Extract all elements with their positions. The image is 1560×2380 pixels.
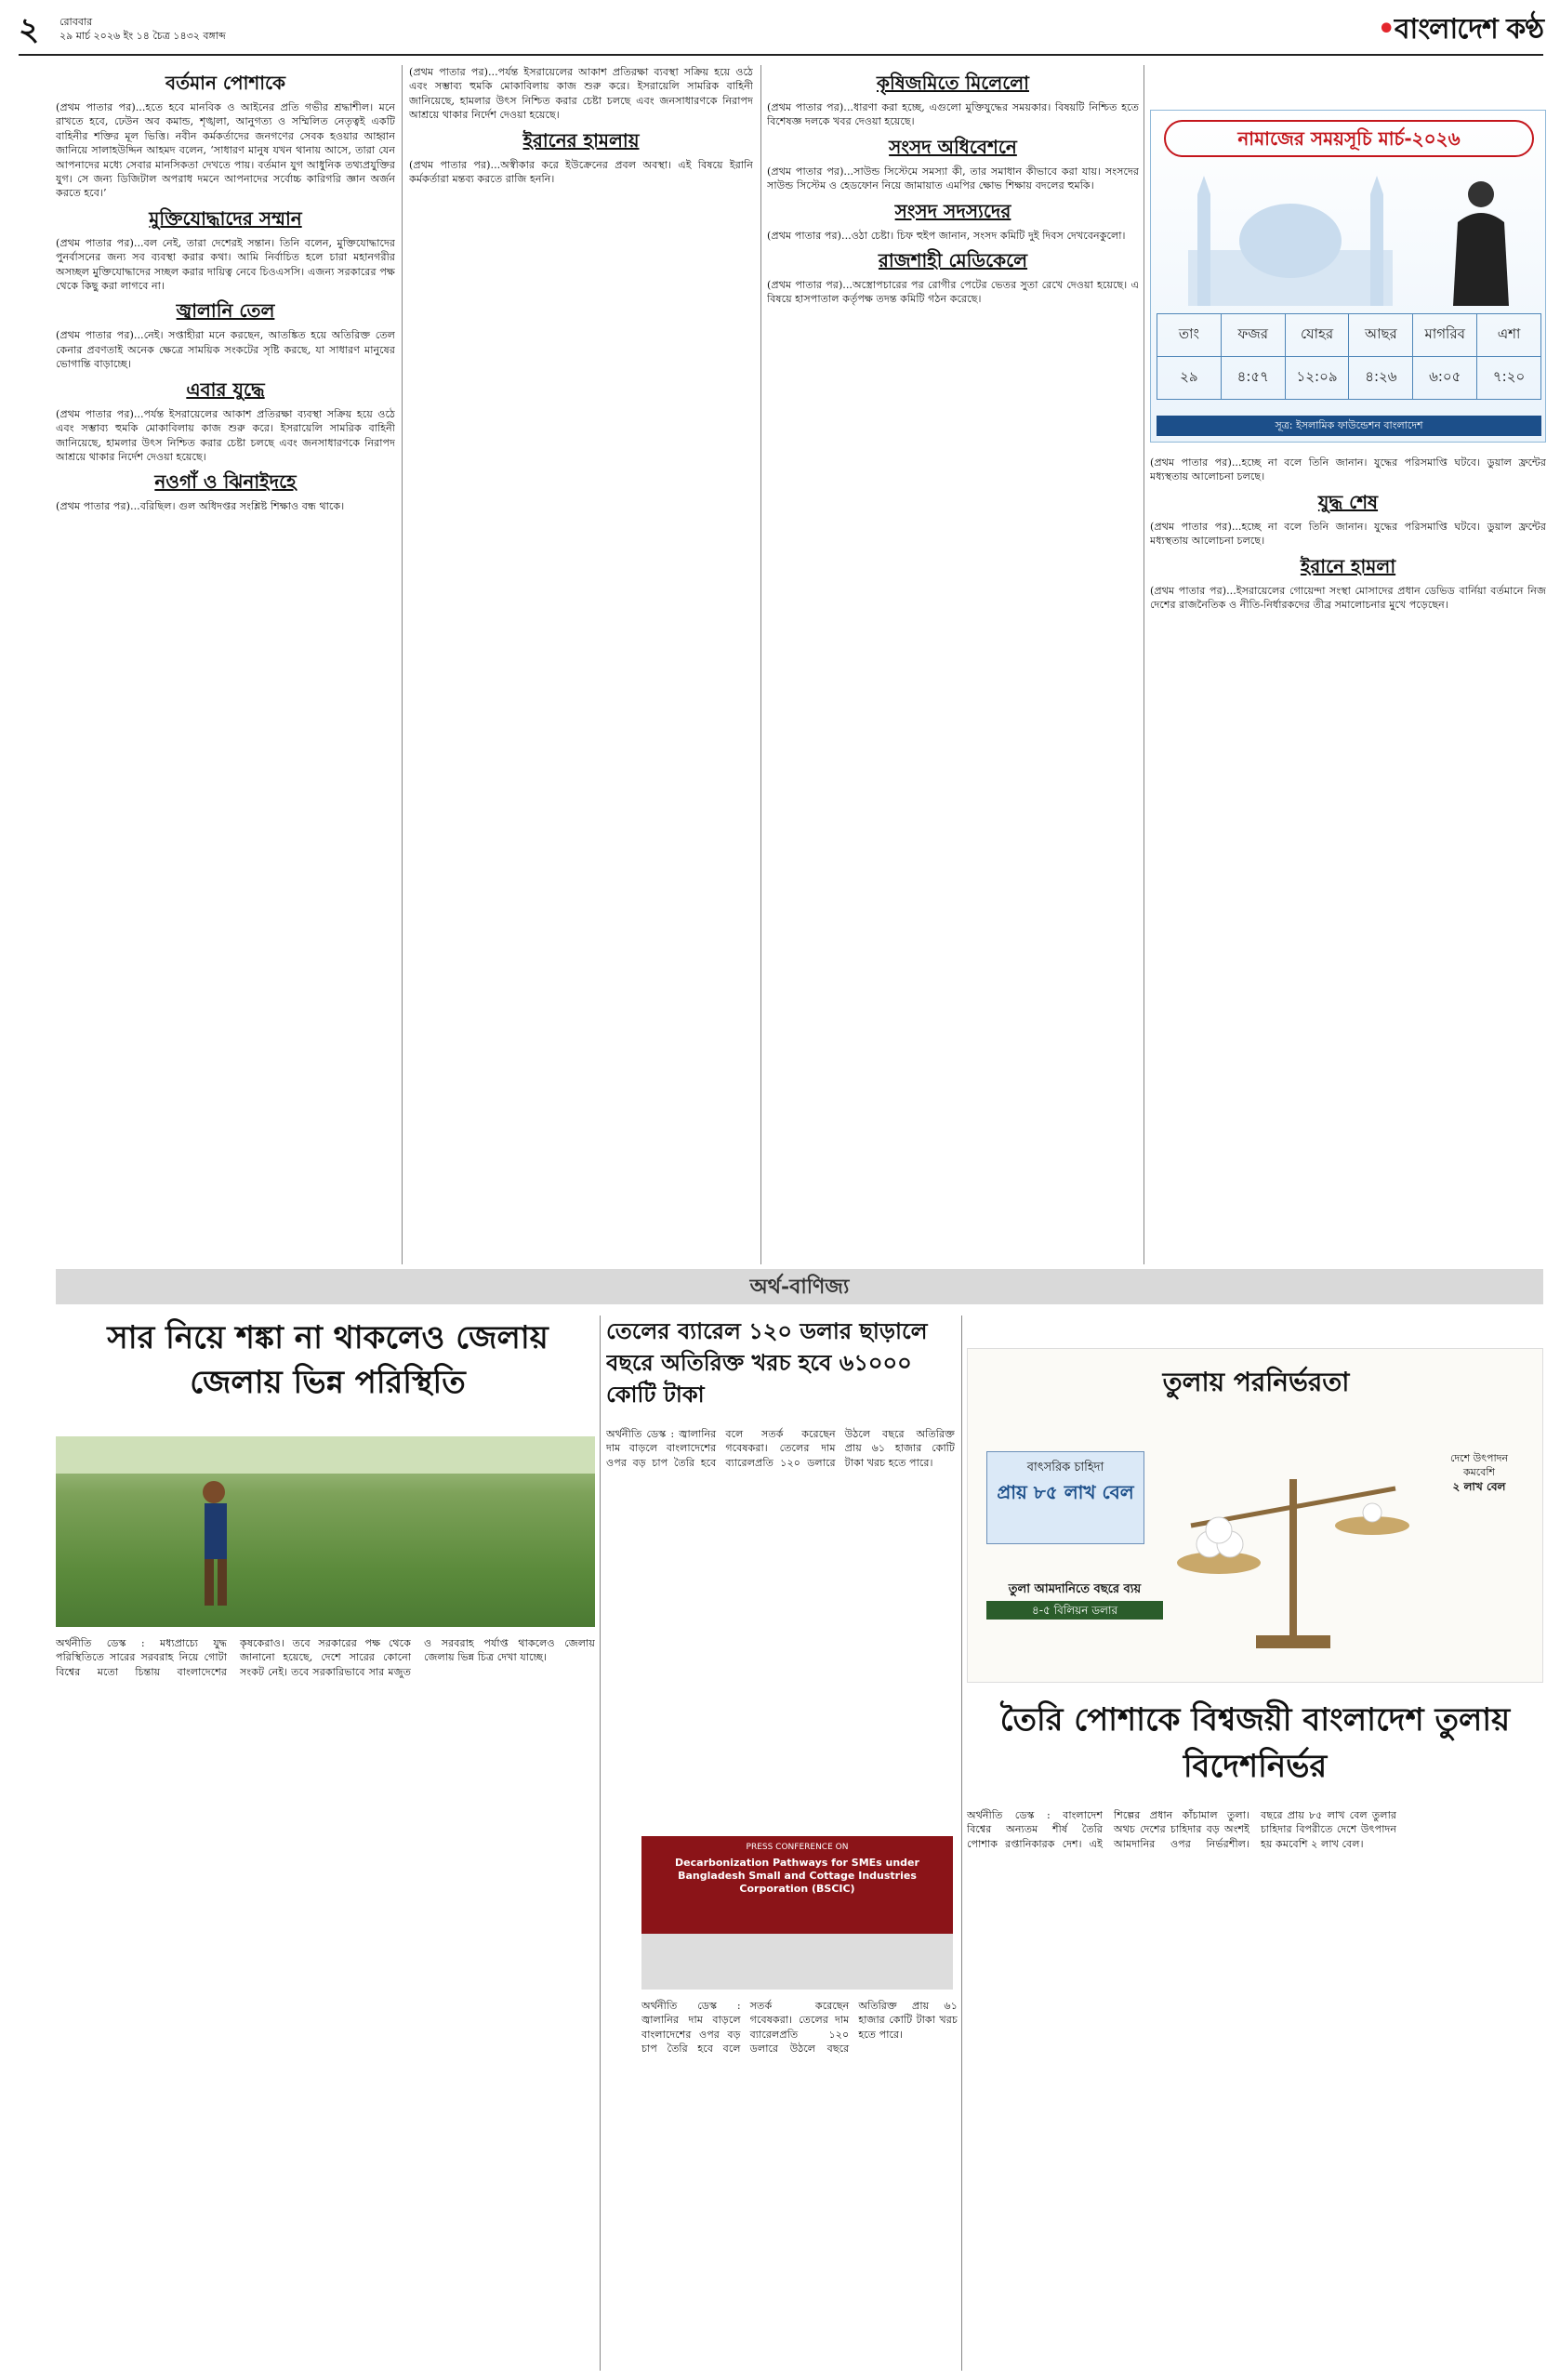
header-date: তাং [1157, 314, 1222, 357]
domestic-sub: কমবেশি [1462, 1466, 1495, 1478]
fertilizer-article [56, 1636, 595, 2371]
import-cost-badge [986, 1581, 1163, 1674]
article-body: (প্রথম পাতার পর)...ইসরায়েলের গোয়েন্দা সংস্থা মোসাদের প্রধান ডেভিড বার্নিয়া বর্তমানে নিজ দেশের রাজনৈতিক ও নীতি-নির্ধারকদের তীব্র সমালোচনার মুখে পড়েছেন। [1150, 584, 1546, 612]
headline: নওগাঁ ও ঝিনাইদহে [154, 470, 297, 494]
headline: সংসদ অধিবেশনে [889, 135, 1017, 158]
value-fajr: ৪:৫৭ [1221, 357, 1285, 400]
value-isha: ৭:২০ [1477, 357, 1541, 400]
oil-barrel-article-continued [641, 1999, 958, 2371]
column-divider [402, 65, 403, 1264]
header-fajr: ফজর [1221, 314, 1285, 357]
header-asr: আছর [1349, 314, 1413, 357]
dateline [59, 15, 226, 43]
headline: মুক্তিযোদ্ধাদের সম্মান [149, 206, 302, 230]
article-body: (প্রথম পাতার পর)...ধারণা করা হচ্ছে, এগুলো মুক্তিযুদ্ধের সময়কার। বিষয়টি নিশ্চিত হতে বিশেষজ্ঞ দলকে খবর দেওয়া হয়েছে। [767, 101, 1139, 128]
masthead [19, 11, 1543, 56]
column-4 [1150, 456, 1546, 1264]
headline: বর্তমান পোশাকে [165, 72, 286, 94]
article-body: (প্রথম পাতার পর)...ওঠা চেষ্টা। চিফ হুইপ জানান, সংসদ কমিটি দুই দিবস দেখবেনকুলো। [767, 229, 1126, 242]
column-2 [409, 65, 753, 1264]
prayer-title: নামাজের সময়সূচি মার্চ-২০২৬ [1164, 120, 1534, 157]
article-body: অর্থনীতি ডেস্ক : জ্বালানির দাম বাড়লে বাংলাদেশের ওপর বড় চাপ তৈরি হবে বলে সতর্ক করেছেন গবেষকরা। তেলের দাম ব্যারেলপ্রতি ১২০ ডলারে উঠলে বছরে অতিরিক্ত প্রায় ৬১ হাজার কোটি টাকা খরচ হতে পারে। [606, 1428, 955, 1469]
oil-barrel-article [606, 1427, 955, 1827]
logo-dot-icon: • [1377, 13, 1395, 46]
article-body: (প্রথম পাতার পর)...বল নেই, তারা দেশেরই সন্তান। তিনি বলেন, মুক্তিযোদ্ধাদের পুনর্বাসনের জন্য সব ব্যবস্থা করার কথা। আমি নির্বাচিত হলে চারা মহানগরীর অসচ্ছল মুক্তিযোদ্ধাদের সচ্ছল করার দায়িত্ব নেবে চিওএসসি। এজন্য সরকারের পক্ষ থেকে কিছু করা লাগবে না। [56, 236, 395, 293]
rmg-headline: তৈরি পোশাকে বিশ্বজয়ী বাংলাদেশ তুলায় বিদেশনির্ভর [999, 1701, 1511, 1785]
domestic-value: ২ লাখ বেল [1452, 1480, 1506, 1493]
article-body: (প্রথম পাতার পর)...পর্যন্ত ইসরায়েলের আকাশ প্রতিরক্ষা ব্যবস্থা সক্রিয় হয়ে ওঠে এবং সম্ভাব্য হুমকি মোকাবিলায় কাজ শুরু করে। ইসরায়েলি সামরিক বাহিনী জানিয়েছে, হামলার উৎস নিশ্চিত করার চেষ্টা চলছে এবং জনসাধারণকে নিরাপদ আশ্রয়ে থাকার নির্দেশ দেওয়া হয়েছে। [409, 66, 753, 122]
article-body: (প্রথম পাতার পর)...বরিছিল। গুল অধিদপ্তর সংশ্লিষ্ট শিক্ষাও বন্ধ থাকে। [56, 500, 345, 513]
headline: এবার যুদ্ধে [186, 377, 265, 401]
import-cost-value: ৪-৫ বিলিয়ন ডলার [986, 1601, 1163, 1620]
article-body: (প্রথম পাতার পর)...অস্ত্রোপচারের পর রোগীর পেটের ভেতর সুতা রেখে দেওয়া হয়েছে। এ বিষয়ে হাসপাতাল কর্তৃপক্ষ তদন্ত কমিটি গঠন করেছে। [767, 279, 1139, 306]
section-title: অর্থ-বাণিজ্য [749, 1275, 850, 1299]
column-divider [760, 65, 761, 1264]
rmg-article [967, 1808, 1543, 2371]
cotton-infographic [967, 1348, 1543, 1683]
domestic-production-badge [1423, 1451, 1535, 1526]
article-body: (প্রথম পাতার পর)...হচ্ছে না বলে তিনি জানান। যুদ্ধের পরিসমাপ্তি ঘটবে। ডুয়াল ফ্রন্টের মধ্যস্থতায় আলোচনা চলছে। [1150, 520, 1546, 548]
infographic-title: তুলায় পরনির্ভরতা [1162, 1367, 1350, 1397]
value-asr: ৪:২৬ [1349, 357, 1413, 400]
praying-man-icon [1430, 166, 1532, 306]
value-zuhr: ১২:০৯ [1285, 357, 1349, 400]
headline: জ্বালানি তেল [176, 299, 275, 323]
prayer-times-table [1157, 313, 1541, 400]
press-conference-photo [641, 1836, 953, 1990]
article-body: অর্থনীতি ডেস্ক : মধ্যপ্রাচ্যে যুদ্ধ পরিস্থিতিতে সারের সরবরাহ নিয়ে গোটা বিশ্বের মতো চিন্তায় বাংলাদেশের কৃষকেরাও। তবে সরকারের পক্ষ থেকে জানানো হয়েছে, দেশে সারের কোনো সংকট নেই। তবে সরকারিভাবে সার মজুত ও সরবরাহ পর্যাপ্ত থাকলেও জেলায় জেলায় ভিন্ন চিত্র দেখা যাচ্ছে। [56, 1637, 595, 1678]
panel-table [641, 1934, 953, 1990]
article-body: (প্রথম পাতার পর)...সাউন্ড সিস্টেমে সমস্যা কী, তার সমাধান কীভাবে করা যায়। সংসদের সাউন্ড সিস্টেম ও হেডফোন নিয়ে জামায়াত এমপির ক্ষোভ শিক্ষায় বদলের হুমকি। [767, 165, 1139, 192]
header-maghrib: মাগরিব [1413, 314, 1477, 357]
value-date: ২৯ [1157, 357, 1222, 400]
oil-barrel-headline: তেলের ব্যারেল ১২০ ডলার ছাড়ালে বছরে অতিরিক্ত খরচ হবে ৬১০০০ কোটি টাকা [606, 1317, 928, 1408]
section-bar [56, 1269, 1543, 1304]
headline: যুদ্ধ শেষ [1317, 490, 1379, 513]
annual-demand-value: প্রায় ৮৫ লাখ বেল [997, 1481, 1134, 1503]
headline: ইরানের হামলায় [522, 128, 640, 152]
prayer-source: সূত্র: ইসলামিক ফাউন্ডেশন বাংলাদেশ [1157, 416, 1541, 436]
farmer-field-photo [56, 1436, 595, 1627]
mosque-icon [1170, 166, 1411, 306]
header-zuhr: যোহর [1285, 314, 1349, 357]
prayer-values-row [1157, 357, 1541, 400]
article-body: (প্রথম পাতার পর)...অস্বীকার করে ইউক্রেনের প্রবল অবস্থা। এই বিষয়ে ইরানি কর্মকর্তারা মন্তব্য করতে রাজি হননি। [409, 158, 753, 186]
headline: ইরানে হামলা [1300, 554, 1396, 577]
scale-icon [1172, 1423, 1414, 1665]
photo-banner: Decarbonization Pathways for SMEs under Bangladesh Small and Cottage Industries Corporation (BSCIC) [675, 1857, 919, 1895]
day: রোববার [59, 16, 93, 28]
headline: সংসদ সদস্যদের [894, 199, 1011, 222]
article-body: অর্থনীতি ডেস্ক : বাংলাদেশ বিশ্বের অন্যতম শীর্ষ তৈরি পোশাক রপ্তানিকারক দেশ। এই শিল্পের প্রধান কাঁচামাল তুলা। অথচ দেশের চাহিদার বড় অংশই আমদানির ওপর নির্ভরশীল। বছরে প্রায় ৮৫ লাখ বেল তুলার চাহিদার বিপরীতে দেশে উৎপাদন হয় কমবেশি ২ লাখ বেল। [967, 1809, 1396, 1850]
photo-tag: PRESS CONFERENCE ON [746, 1843, 849, 1852]
column-divider [961, 1316, 962, 2371]
column-1 [56, 65, 395, 1264]
column-3 [767, 65, 1139, 1264]
article-body: (প্রথম পাতার পর)...নেই। সপ্তাহীরা মনে করছেন, আতঙ্কিত হয়ে অতিরিক্ত তেল কেনার প্রবণতাই অনেক ক্ষেত্রে সাময়িক সংকটের সৃষ্টি করছে, যা সাধারণ মানুষের ভোগান্তি বাড়াচ্ছে। [56, 329, 395, 371]
import-cost-label: তুলা আমদানিতে বছরে ব্যয় [1008, 1582, 1142, 1596]
newspaper-logo [1378, 11, 1543, 48]
headline: রাজশাহী মেডিকেলে [878, 249, 1028, 272]
article-body: অর্থনীতি ডেস্ক : জ্বালানির দাম বাড়লে বাংলাদেশের ওপর বড় চাপ তৈরি হবে বলে সতর্ক করেছেন গবেষকরা। তেলের দাম ব্যারেলপ্রতি ১২০ ডলারে উঠলে বছরে অতিরিক্ত প্রায় ৬১ হাজার কোটি টাকা খরচ হতে পারে। [641, 2000, 958, 2056]
headline: কৃষিজমিতে মিলেলো [877, 72, 1029, 94]
prayer-schedule-box [1150, 110, 1546, 443]
annual-demand-badge [986, 1451, 1144, 1544]
page-number: ২ [19, 11, 40, 48]
domestic-label: দেশে উৎপাদন [1449, 1452, 1509, 1464]
annual-demand-label: বাৎসরিক চাহিদা [1026, 1461, 1104, 1474]
fertilizer-headline: সার নিয়ে শঙ্কা না থাকলেও জেলায় জেলায় ভিন্ন পরিস্থিতি [107, 1319, 549, 1401]
article-body: (প্রথম পাতার পর)...হতে হবে মানবিক ও আইনের প্রতি গভীর শ্রদ্ধাশীল। মনে রাখতে হবে, ঢেউন অব কমান্ড, শৃঙ্খলা, আনুগত্য ও সম্মিলিত নেতৃত্বই একটি বাহিনীর শক্তির মূল ভিত্তি। নবীন কর্মকর্তাদের জনগণের সেবক হওয়ার আহ্বান জানিয়ে সালাহউদ্দিন আহমদ বলেন, ‘সাধারণ মানুষ যখন থানায় আসে, তারা যেন আপনাদের মধ্যে সেবার মানসিকতা দেখতে পায়। বর্তমান যুগ আধুনিক তথ্যপ্রযুক্তির যুগ। সে জন্য ডিজিটাল অপরাধ দমনে আপনাদের সর্বোচ্চ কারিগরি জ্ঞান অর্জন করতে হবে।’ [56, 101, 395, 200]
prayer-header-row [1157, 314, 1541, 357]
logo-text: বাংলাদেশ কণ্ঠ [1394, 13, 1543, 46]
header-isha: এশা [1477, 314, 1541, 357]
column-divider [600, 1316, 601, 2371]
article-body: (প্রথম পাতার পর)...পর্যন্ত ইসরায়েলের আকাশ প্রতিরক্ষা ব্যবস্থা সক্রিয় হয়ে ওঠে এবং সম্ভাব্য হুমকি মোকাবিলায় কাজ শুরু করে। ইসরায়েলি সামরিক বাহিনী জানিয়েছে, হামলার উৎস নিশ্চিত করার চেষ্টা চলছে এবং জনসাধারণকে নিরাপদ আশ্রয়ে থাকার নির্দেশ দেওয়া হয়েছে। [56, 407, 395, 463]
value-maghrib: ৬:০৫ [1413, 357, 1477, 400]
date: ২৯ মার্চ ২০২৬ ইং ১৪ চৈত্র ১৪৩২ বঙ্গাব্দ [59, 30, 226, 42]
farmer-illustration [56, 1436, 595, 1627]
article-body: (প্রথম পাতার পর)...হচ্ছে না বলে তিনি জানান। যুদ্ধের পরিসমাপ্তি ঘটবে। ডুয়াল ফ্রন্টের মধ্যস্থতায় আলোচনা চলছে। [1150, 456, 1546, 483]
